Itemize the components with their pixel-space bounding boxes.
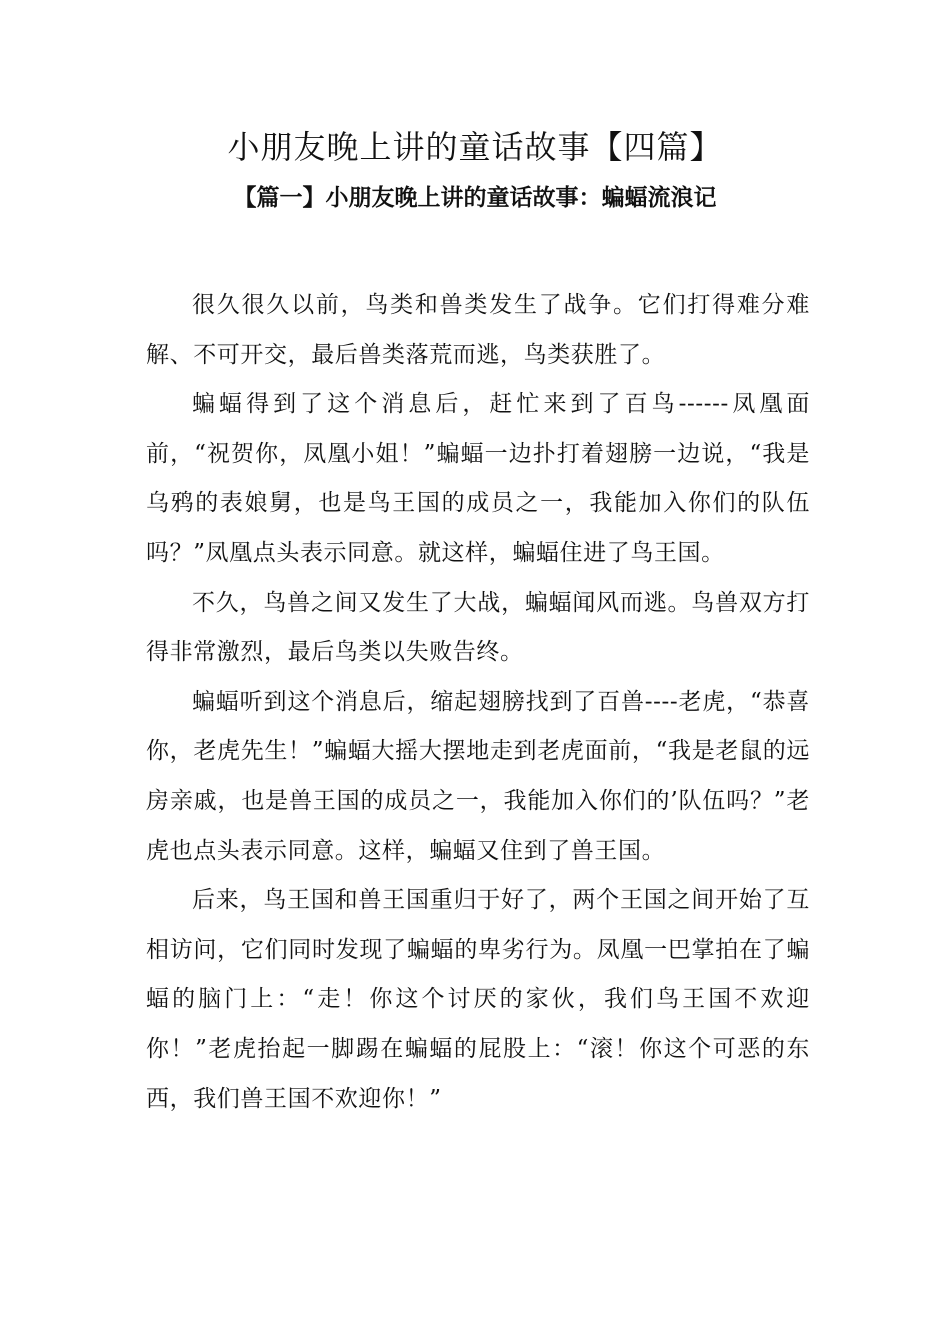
story-paragraph: 很久很久以前，鸟类和兽类发生了战争。它们打得难分难解、不可开交，最后兽类落荒而逃，鸟类获胜了。 — [146, 292, 810, 368]
story-paragraph: 蝙蝠听到这个消息后，缩起翅膀找到了百兽----老虎，“恭喜你，老虎先生！”蝙蝠大摇大摆地走到老虎面前，“我是老鼠的远房亲戚，也是兽王国的成员之一，我能加入你们的’队伍吗？”老虎也点头表示同意。这样，蝙蝠又住到了兽王国。 — [146, 688, 810, 864]
story-paragraph: 蝙蝠得到了这个消息后，赶忙来到了百鸟------凤凰面前，“祝贺你，凤凰小姐！”蝙蝠一边扑打着翅膀一边说，“我是乌鸦的表娘舅，也是鸟王国的成员之一，我能加入你们的队伍吗？”凤凰点头表示同意。就这样，蝙蝠住进了鸟王国。 — [146, 391, 810, 566]
story-paragraph: 后来，鸟王国和兽王国重归于好了，两个王国之间开始了互相访问，它们同时发现了蝙蝠的卑劣行为。凤凰一巴掌拍在了蝙蝠的脑门上：“走！你这个讨厌的家伙，我们鸟王国不欢迎你！”老虎抬起一脚踢在蝙蝠的屁股上：“滚！你这个可恶的东西，我们兽王国不欢迎你！” — [146, 887, 810, 1112]
document-subtitle: 【篇一】小朋友晚上讲的童话故事：蝙蝠流浪记 — [233, 184, 717, 211]
story-body — [146, 281, 810, 1124]
story-paragraph: 不久，鸟兽之间又发生了大战，蝙蝠闻风而逃。鸟兽双方打得非常激烈，最后鸟类以失败告终。 — [146, 589, 810, 666]
document-title: 小朋友晚上讲的童话故事【四篇】 — [227, 128, 723, 166]
